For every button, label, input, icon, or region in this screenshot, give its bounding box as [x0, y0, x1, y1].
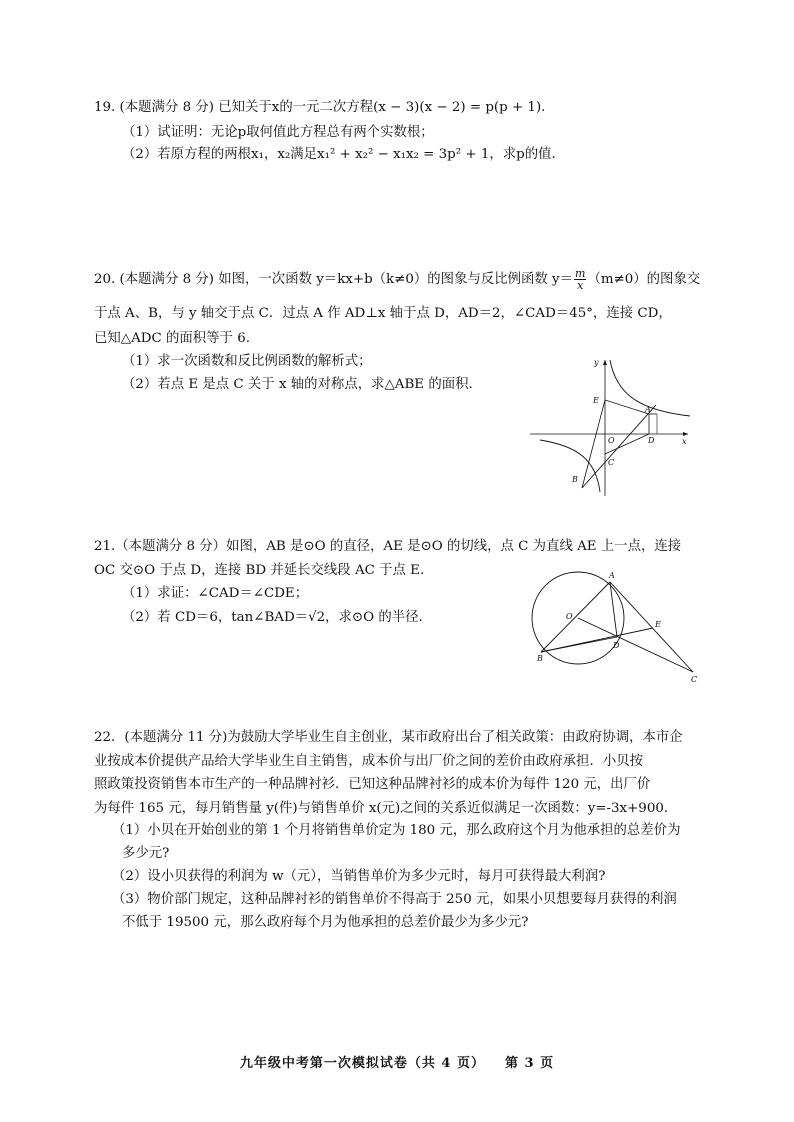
q22-part3a: （3）物价部门规定，这种品牌衬衫的销售单价不得高于 250 元，如果小贝想要每月获得的利润: [112, 892, 677, 907]
q21-label-d: D: [613, 641, 620, 650]
q19-part1: （1）试证明：无论p取何值此方程总有两个实数根；: [122, 125, 434, 140]
q20-label-a: A: [645, 405, 651, 414]
q21-tangent-ac: [610, 582, 693, 672]
q20-label-d: D: [648, 436, 655, 445]
q21-line2: OC 交⊙O 于点 D，连接 BD 并延长交线段 AC 于点 E.: [94, 563, 425, 578]
q20-label-o: O: [608, 436, 615, 445]
q22-line4: 为每件 165 元，每月销售量 y(件)与销售单价 x(元)之间的关系近似满足一次函数：y=-3x+900．: [94, 801, 678, 816]
q22-line3: 照政策投资销售本市生产的一种品牌衬衫．已知这种品牌衬衫的成本价为每件 120 元，出厂价: [94, 777, 651, 792]
q22-part3b: 不低于 19500 元，那么政府每个月为他承担的总差价最少为多少元?: [122, 915, 529, 930]
q21-label-b: B: [537, 654, 543, 663]
q20-segment-ea: [605, 400, 649, 414]
q20-label-b: B: [572, 475, 578, 484]
q20-figure: [520, 350, 700, 500]
footer-title: 九年级中考第一次模拟试卷（共 4 页）: [239, 1056, 485, 1071]
q19-part2: （2）若原方程的两根x₁，x₂满足x₁² + x₂² − x₁x₂ = 3p² + 1，求p的值.: [122, 147, 556, 162]
q20-part2: （2）若点 E 是点 C 关于 x 轴的对称点，求△ABE 的面积.: [122, 377, 473, 392]
q20-x-arrow: [683, 432, 688, 436]
footer-page-number: 第 3 页: [505, 1056, 555, 1071]
q20-stem: [94, 268, 700, 291]
q20-y-arrow: [603, 360, 607, 365]
q21-part1: （1）求证：∠CAD＝∠CDE；: [122, 586, 309, 601]
q20-label-e: E: [593, 396, 599, 405]
q21-label-a: A: [609, 571, 615, 580]
q20-line2: 于点 A、B，与 y 轴交于点 C．过点 A 作 AD⊥x 轴于点 D，AD＝2，∠CAD＝45°，连接 CD，: [94, 306, 672, 321]
q20-label-y: y: [594, 358, 599, 367]
q20-line3: 已知△ADC 的面积等于 6.: [94, 331, 250, 346]
q21-diameter-ab: [541, 582, 610, 652]
q21-label-c: C: [691, 675, 698, 684]
q21-segment-oc: [578, 618, 693, 672]
q21-segment-bd: [541, 637, 617, 652]
q21-label-o: O: [566, 612, 573, 621]
q20-fraction: [574, 268, 586, 291]
q21-segment-ad: [610, 582, 617, 637]
q20-fraction-numerator: m: [575, 267, 586, 280]
q20-hyperbola-lower: [540, 440, 600, 492]
q20-fraction-denominator: x: [577, 279, 584, 292]
q21-figure: [525, 568, 705, 686]
q22-line2: 业按成本价提供产品给大学毕业生自主销售，成本价与出厂价之间的差价由政府承担．小贝按: [94, 754, 644, 769]
q20-part1: （1）求一次函数和反比例函数的解析式；: [122, 354, 372, 369]
q22-part2: （2）设小贝获得的利润为 w（元），当销售单价为多少元时，每月可获得最大利润?: [112, 869, 606, 884]
page-footer: [0, 1052, 794, 1071]
q20-stem-a: 20. (本题满分 8 分) 如图，一次函数 y＝kx+b（k≠0）的图象与反比例函数 y＝: [94, 272, 574, 287]
q19-stem: 19. (本题满分 8 分) 已知关于x的一元二次方程(x − 3)(x − 2) = p(p + 1).: [94, 100, 546, 115]
q20-stem-b: （m≠0）的图象交: [587, 272, 701, 287]
q20-label-c: C: [608, 458, 615, 467]
q22-part1a: （1）小贝在开始创业的第 1 个月将销售单价定为 180 元，那么政府这个月为他承担的总差价为: [112, 823, 681, 838]
q21-stem: 21.（本题满分 8 分）如图，AB 是⊙O 的直径，AE 是⊙O 的切线，点 C 为直线 AE 上一点，连接: [94, 539, 682, 554]
q22-stem: 22．(本题满分 11 分)为鼓励大学毕业生自主创业，某市政府出台了相关政策：由政府协调，本市企: [94, 730, 683, 745]
q20-label-x: x: [682, 437, 687, 446]
q21-label-e: E: [655, 620, 661, 629]
q22-part1b: 多少元?: [122, 846, 170, 861]
q21-part2: （2）若 CD＝6，tan∠BAD＝√2，求⊙O 的半径.: [122, 610, 423, 625]
